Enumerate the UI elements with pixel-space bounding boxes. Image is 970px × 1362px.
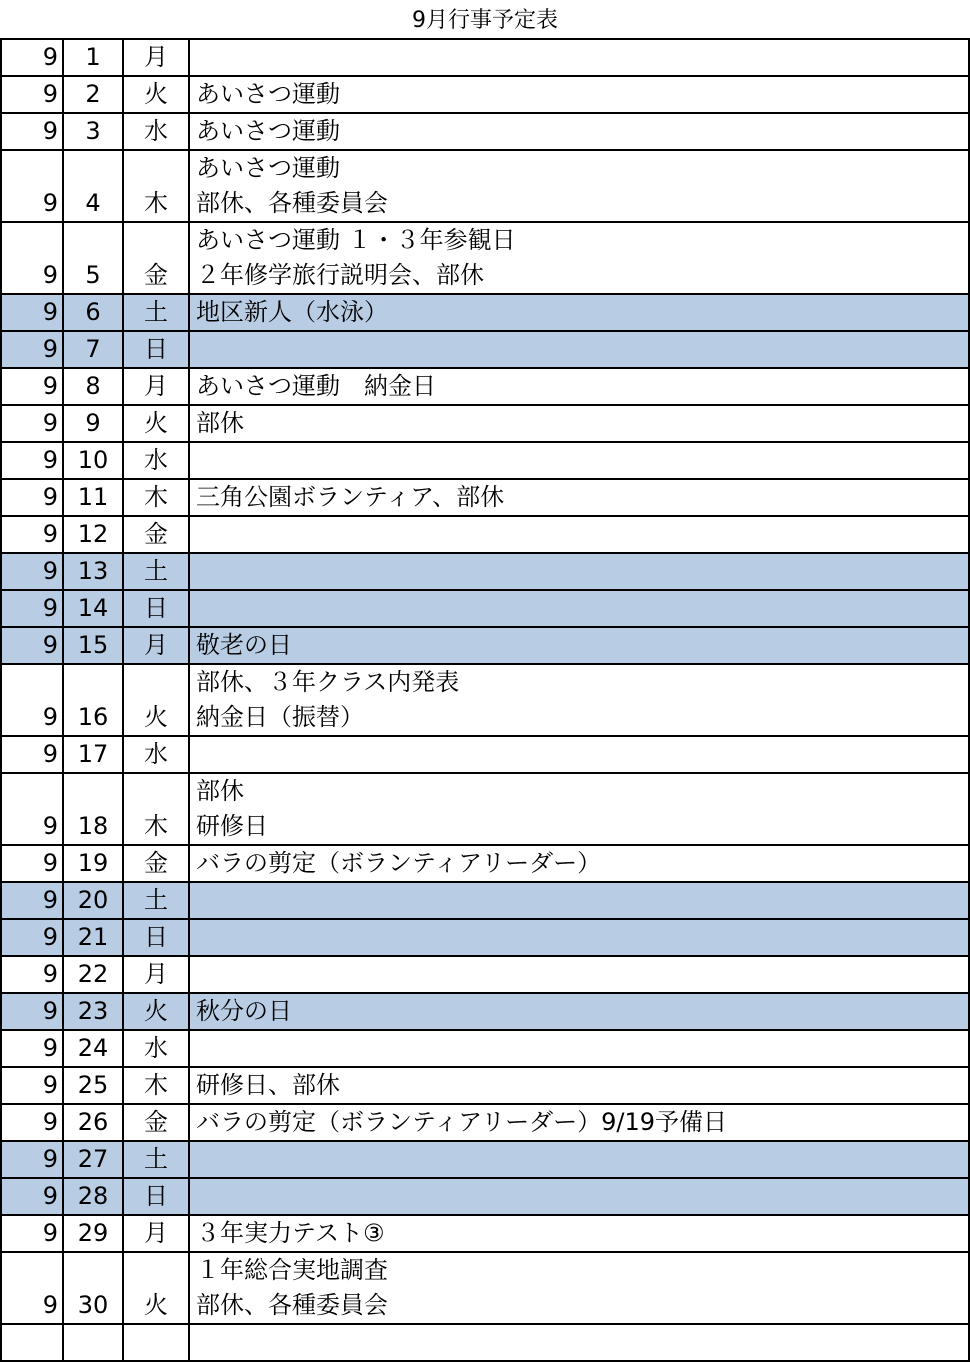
table-row: [1, 1252, 969, 1324]
month-cell: 9: [1, 993, 63, 1030]
weekday-cell: 月: [123, 627, 189, 664]
event-cell: [189, 882, 969, 919]
weekday-cell: 日: [123, 331, 189, 368]
weekday-cell: 火: [123, 1252, 189, 1324]
event-cell: 秋分の日: [189, 993, 969, 1030]
month-cell: 9: [1, 1178, 63, 1215]
table-row: [1, 845, 969, 882]
table-row: [1, 590, 969, 627]
table-row: [1, 368, 969, 405]
day-cell: 8: [63, 368, 123, 405]
month-cell: 9: [1, 1030, 63, 1067]
day-cell: 19: [63, 845, 123, 882]
month-cell: 9: [1, 113, 63, 150]
weekday-cell: 水: [123, 113, 189, 150]
event-cell: [189, 590, 969, 627]
event-cell: 三角公園ボランティア、部休: [189, 479, 969, 516]
day-cell: 26: [63, 1104, 123, 1141]
table-row: [1, 222, 969, 294]
month-cell: 9: [1, 1215, 63, 1252]
month-cell: [1, 1324, 63, 1361]
month-cell: 9: [1, 1141, 63, 1178]
day-cell: 2: [63, 76, 123, 113]
table-row: [1, 76, 969, 113]
day-cell: 5: [63, 222, 123, 294]
weekday-cell: 木: [123, 1067, 189, 1104]
table-row: [1, 956, 969, 993]
month-cell: 9: [1, 1252, 63, 1324]
event-cell: バラの剪定（ボランティアリーダー）9/19予備日: [189, 1104, 969, 1141]
weekday-cell: 土: [123, 1141, 189, 1178]
day-cell: 29: [63, 1215, 123, 1252]
event-cell: あいさつ運動 １・３年参観日 ２年修学旅行説明会、部休: [189, 222, 969, 294]
day-cell: 28: [63, 1178, 123, 1215]
month-cell: 9: [1, 845, 63, 882]
table-row: [1, 113, 969, 150]
month-cell: 9: [1, 405, 63, 442]
day-cell: [63, 1324, 123, 1361]
month-cell: 9: [1, 553, 63, 590]
day-cell: 15: [63, 627, 123, 664]
day-cell: 30: [63, 1252, 123, 1324]
table-row: [1, 1030, 969, 1067]
weekday-cell: 水: [123, 1030, 189, 1067]
event-cell: [189, 956, 969, 993]
month-cell: 9: [1, 479, 63, 516]
event-cell: [189, 1030, 969, 1067]
table-row: [1, 664, 969, 736]
month-cell: 9: [1, 76, 63, 113]
weekday-cell: 月: [123, 956, 189, 993]
schedule-title: 9月行事予定表: [412, 8, 558, 33]
table-row: [1, 294, 969, 331]
table-row: [1, 627, 969, 664]
weekday-cell: 土: [123, 882, 189, 919]
event-cell: 敬老の日: [189, 627, 969, 664]
weekday-cell: 金: [123, 222, 189, 294]
weekday-cell: 月: [123, 368, 189, 405]
month-cell: 9: [1, 150, 63, 222]
month-cell: 9: [1, 882, 63, 919]
weekday-cell: 木: [123, 479, 189, 516]
table-row: [1, 442, 969, 479]
month-cell: 9: [1, 222, 63, 294]
day-cell: 13: [63, 553, 123, 590]
event-cell: 部休、３年クラス内発表 納金日（振替）: [189, 664, 969, 736]
event-cell: あいさつ運動 部休、各種委員会: [189, 150, 969, 222]
day-cell: 24: [63, 1030, 123, 1067]
day-cell: 3: [63, 113, 123, 150]
day-cell: 16: [63, 664, 123, 736]
day-cell: 10: [63, 442, 123, 479]
month-cell: 9: [1, 294, 63, 331]
event-cell: [189, 736, 969, 773]
month-cell: 9: [1, 331, 63, 368]
day-cell: 18: [63, 773, 123, 845]
month-cell: 9: [1, 1067, 63, 1104]
weekday-cell: 土: [123, 553, 189, 590]
month-cell: 9: [1, 368, 63, 405]
weekday-cell: 水: [123, 736, 189, 773]
event-cell: 地区新人（水泳）: [189, 294, 969, 331]
table-row: [1, 736, 969, 773]
day-cell: 21: [63, 919, 123, 956]
weekday-cell: 金: [123, 1104, 189, 1141]
table-row: [1, 882, 969, 919]
day-cell: 27: [63, 1141, 123, 1178]
day-cell: 12: [63, 516, 123, 553]
event-cell: [189, 516, 969, 553]
table-row: [1, 405, 969, 442]
table-row: [1, 39, 969, 76]
event-cell: 研修日、部休: [189, 1067, 969, 1104]
event-cell: バラの剪定（ボランティアリーダー）: [189, 845, 969, 882]
event-cell: 部休: [189, 405, 969, 442]
weekday-cell: 金: [123, 845, 189, 882]
schedule-table: [0, 38, 970, 1362]
day-cell: 22: [63, 956, 123, 993]
month-cell: 9: [1, 773, 63, 845]
day-cell: 23: [63, 993, 123, 1030]
table-row: [1, 331, 969, 368]
day-cell: 4: [63, 150, 123, 222]
table-row: [1, 1215, 969, 1252]
event-cell: [189, 331, 969, 368]
month-cell: 9: [1, 590, 63, 627]
table-row: [1, 1324, 969, 1361]
month-cell: 9: [1, 39, 63, 76]
table-row: [1, 1178, 969, 1215]
weekday-cell: 水: [123, 442, 189, 479]
event-cell: [189, 1178, 969, 1215]
month-cell: 9: [1, 736, 63, 773]
weekday-cell: 月: [123, 39, 189, 76]
weekday-cell: 木: [123, 150, 189, 222]
event-cell: あいさつ運動 納金日: [189, 368, 969, 405]
table-row: [1, 1067, 969, 1104]
table-row: [1, 553, 969, 590]
weekday-cell: [123, 1324, 189, 1361]
table-row: [1, 1141, 969, 1178]
table-row: [1, 1104, 969, 1141]
day-cell: 17: [63, 736, 123, 773]
day-cell: 20: [63, 882, 123, 919]
weekday-cell: 火: [123, 993, 189, 1030]
day-cell: 9: [63, 405, 123, 442]
weekday-cell: 土: [123, 294, 189, 331]
weekday-cell: 木: [123, 773, 189, 845]
weekday-cell: 日: [123, 919, 189, 956]
event-cell: [189, 919, 969, 956]
weekday-cell: 火: [123, 664, 189, 736]
weekday-cell: 火: [123, 405, 189, 442]
event-cell: [189, 553, 969, 590]
event-cell: ３年実力テスト③: [189, 1215, 969, 1252]
month-cell: 9: [1, 664, 63, 736]
day-cell: 25: [63, 1067, 123, 1104]
event-cell: [189, 442, 969, 479]
table-row: [1, 516, 969, 553]
month-cell: 9: [1, 956, 63, 993]
weekday-cell: 火: [123, 76, 189, 113]
event-cell: １年総合実地調査 部休、各種委員会: [189, 1252, 969, 1324]
weekday-cell: 金: [123, 516, 189, 553]
event-cell: [189, 1324, 969, 1361]
day-cell: 7: [63, 331, 123, 368]
table-row: [1, 773, 969, 845]
weekday-cell: 日: [123, 590, 189, 627]
event-cell: あいさつ運動: [189, 76, 969, 113]
day-cell: 1: [63, 39, 123, 76]
day-cell: 11: [63, 479, 123, 516]
day-cell: 14: [63, 590, 123, 627]
event-cell: [189, 1141, 969, 1178]
month-cell: 9: [1, 1104, 63, 1141]
day-cell: 6: [63, 294, 123, 331]
event-cell: あいさつ運動: [189, 113, 969, 150]
weekday-cell: 日: [123, 1178, 189, 1215]
month-cell: 9: [1, 442, 63, 479]
schedule-rows: [1, 39, 969, 1361]
table-row: [1, 919, 969, 956]
month-cell: 9: [1, 627, 63, 664]
table-row: [1, 479, 969, 516]
table-row: [1, 993, 969, 1030]
weekday-cell: 月: [123, 1215, 189, 1252]
month-cell: 9: [1, 516, 63, 553]
event-cell: 部休 研修日: [189, 773, 969, 845]
event-cell: [189, 39, 969, 76]
month-cell: 9: [1, 919, 63, 956]
table-row: [1, 150, 969, 222]
